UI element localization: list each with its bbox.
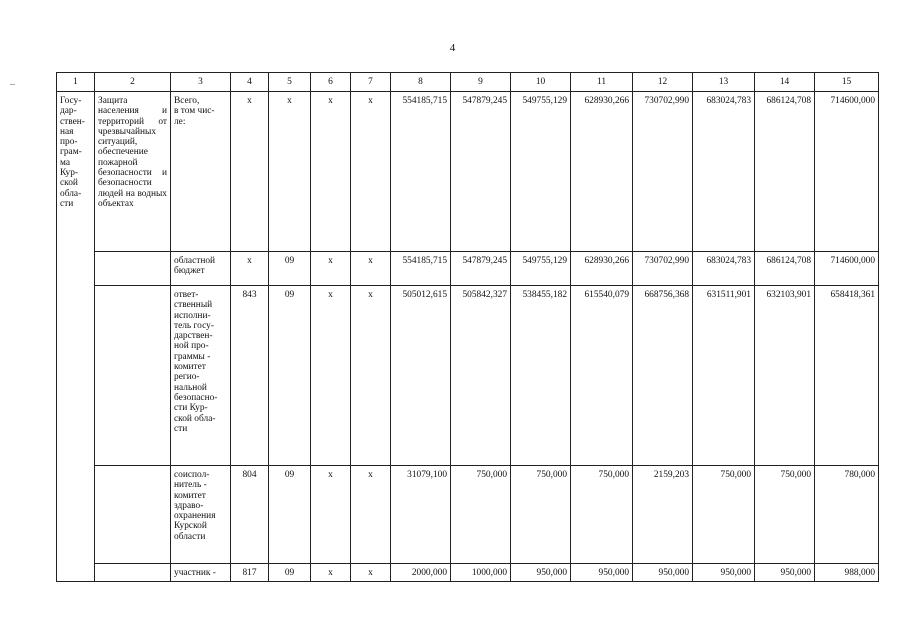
- table-cell: 843: [231, 286, 269, 466]
- table-cell: 2159,203: [633, 466, 693, 564]
- table-row-regional-budget: [57, 252, 879, 286]
- table-cell: x: [231, 92, 269, 252]
- table-cell: x: [351, 286, 391, 466]
- header-cell: 5: [269, 73, 311, 92]
- subprogram-name-cell: Защита населения и территорий от чрезвычайных ситуаций, обеспечение пожарной безопасности и безопасности людей на водных объектах: [95, 92, 171, 252]
- table-cell: 628930,266: [571, 92, 633, 252]
- table-cell: 658418,361: [815, 286, 879, 466]
- row-label: Всего, в том чис- ле:: [171, 92, 231, 252]
- table-cell: x: [351, 92, 391, 252]
- table-cell: 714600,000: [815, 252, 879, 286]
- table-row-co-executor: [57, 466, 879, 564]
- table-cell: 750,000: [451, 466, 511, 564]
- table-cell: 31079,100: [391, 466, 451, 564]
- table-cell: x: [231, 252, 269, 286]
- budget-table: [56, 72, 879, 582]
- header-cell: 6: [311, 73, 351, 92]
- header-cell: 8: [391, 73, 451, 92]
- table-cell: 2000,000: [391, 564, 451, 582]
- empty-cell: [95, 466, 171, 564]
- table-cell: 780,000: [815, 466, 879, 564]
- table-cell: x: [351, 564, 391, 582]
- header-cell: 12: [633, 73, 693, 92]
- table-cell: x: [311, 564, 351, 582]
- table-cell: x: [351, 466, 391, 564]
- table-cell: 09: [269, 286, 311, 466]
- program-name-cell: Госу- дар- ствен- ная про- грам- ма Кур- ской обла- сти: [57, 92, 95, 582]
- header-cell: 9: [451, 73, 511, 92]
- table-cell: 505012,615: [391, 286, 451, 466]
- table-row-participant: [57, 564, 879, 582]
- table-cell: x: [351, 252, 391, 286]
- table-cell: 683024,783: [693, 252, 755, 286]
- table-cell: 09: [269, 252, 311, 286]
- table-cell: 538455,182: [511, 286, 571, 466]
- table-cell: x: [311, 466, 351, 564]
- table-cell: x: [311, 92, 351, 252]
- table-row-responsible-executor: [57, 286, 879, 466]
- table-cell: 549755,129: [511, 252, 571, 286]
- table-cell: 950,000: [755, 564, 815, 582]
- table-cell: x: [269, 92, 311, 252]
- table-cell: 686124,708: [755, 252, 815, 286]
- table-cell: 505842,327: [451, 286, 511, 466]
- row-label: участник -: [171, 564, 231, 582]
- table-cell: 750,000: [693, 466, 755, 564]
- empty-cell: [95, 252, 171, 286]
- table-cell: 750,000: [571, 466, 633, 564]
- header-cell: 15: [815, 73, 879, 92]
- header-cell: 3: [171, 73, 231, 92]
- empty-cell: [95, 286, 171, 466]
- table-cell: 547879,245: [451, 92, 511, 252]
- table-cell: 668756,368: [633, 286, 693, 466]
- header-cell: 7: [351, 73, 391, 92]
- table-cell: 750,000: [511, 466, 571, 564]
- header-cell: 2: [95, 73, 171, 92]
- page-number: 4: [449, 42, 456, 54]
- table-cell: 628930,266: [571, 252, 633, 286]
- table-cell: 631511,901: [693, 286, 755, 466]
- budget-table-wrapper: [56, 72, 879, 582]
- header-cell: 11: [571, 73, 633, 92]
- table-cell: x: [311, 252, 351, 286]
- table-header-row: [57, 73, 879, 92]
- table-cell: 750,000: [755, 466, 815, 564]
- header-cell: 1: [57, 73, 95, 92]
- table-cell: 686124,708: [755, 92, 815, 252]
- table-cell: 950,000: [511, 564, 571, 582]
- table-cell: 547879,245: [451, 252, 511, 286]
- table-cell: 804: [231, 466, 269, 564]
- table-cell: 817: [231, 564, 269, 582]
- table-cell: 09: [269, 466, 311, 564]
- header-cell: 10: [511, 73, 571, 92]
- table-cell: x: [311, 286, 351, 466]
- table-cell: 549755,129: [511, 92, 571, 252]
- table-cell: 950,000: [633, 564, 693, 582]
- scan-artifact: [10, 84, 15, 85]
- header-cell: 13: [693, 73, 755, 92]
- header-cell: 14: [755, 73, 815, 92]
- table-cell: 950,000: [693, 564, 755, 582]
- table-cell: 615540,079: [571, 286, 633, 466]
- table-cell: 554185,715: [391, 252, 451, 286]
- table-cell: 1000,000: [451, 564, 511, 582]
- table-cell: 730702,990: [633, 252, 693, 286]
- table-cell: 714600,000: [815, 92, 879, 252]
- table-cell: 683024,783: [693, 92, 755, 252]
- empty-cell: [95, 564, 171, 582]
- table-cell: 632103,901: [755, 286, 815, 466]
- table-row-total: [57, 92, 879, 252]
- header-cell: 4: [231, 73, 269, 92]
- table-cell: 988,000: [815, 564, 879, 582]
- table-cell: 950,000: [571, 564, 633, 582]
- row-label: соиспол- нитель - комитет здраво- охранения Курской области: [171, 466, 231, 564]
- table-cell: 09: [269, 564, 311, 582]
- table-cell: 554185,715: [391, 92, 451, 252]
- row-label: ответ- ственный исполни- тель госу- дарствен- ной про- граммы - комитет регио- нальной безопасно- сти Кур- ской обла- сти: [171, 286, 231, 466]
- table-cell: 730702,990: [633, 92, 693, 252]
- row-label: областной бюджет: [171, 252, 231, 286]
